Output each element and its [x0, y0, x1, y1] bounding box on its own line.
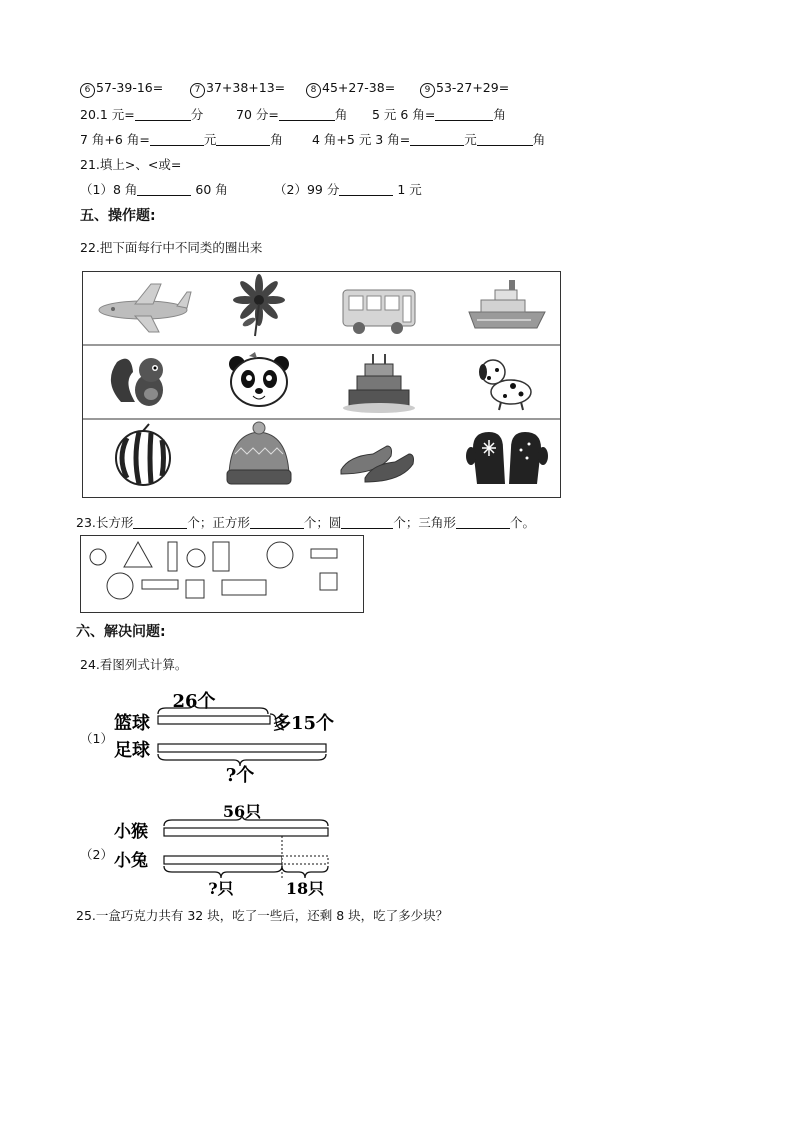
bus-icon[interactable]	[343, 290, 415, 334]
triangle-shape	[124, 542, 152, 567]
diagram1-label: （1）	[80, 731, 113, 746]
shoes-icon[interactable]	[341, 446, 414, 482]
answer-blank[interactable]	[435, 108, 493, 121]
d1-row1-label: 篮球	[114, 713, 150, 734]
q20-prompt: 20.1 元=	[80, 107, 135, 122]
answer-blank[interactable]	[456, 516, 510, 529]
answer-blank[interactable]	[279, 108, 335, 121]
diagram2-label: （2）	[80, 847, 113, 862]
picture-table	[82, 271, 561, 498]
q19-expr: 45+27-38=	[322, 80, 396, 95]
answer-blank[interactable]	[150, 133, 204, 146]
circle-shape	[107, 573, 133, 599]
shapes-box	[80, 535, 364, 613]
q21-suffix: 60 角	[195, 182, 228, 197]
flower-icon[interactable]	[233, 274, 285, 336]
panda-icon[interactable]	[229, 352, 289, 406]
q20-prompt: 7 角+6 角=	[80, 132, 150, 147]
q19-expr: 37+38+13=	[206, 80, 286, 95]
section-heading: 五、操作题:	[80, 208, 156, 224]
d2-row2-label: 小兔	[114, 851, 148, 871]
answer-blank[interactable]	[477, 133, 533, 146]
q21-suffix: 1 元	[397, 182, 422, 197]
picture-table-svg	[83, 272, 560, 497]
rabbit-missing-bar	[282, 856, 328, 864]
q24-title: 24.看图列式计算。	[80, 657, 188, 672]
shapes-svg	[81, 536, 363, 612]
d1-more-label: 多15个	[273, 713, 335, 734]
q19-item-7	[190, 80, 285, 98]
square-shape	[186, 580, 204, 598]
q20-line1b	[236, 105, 347, 123]
rectangle-shape	[311, 549, 337, 558]
circled-number: 6	[80, 83, 95, 98]
q21-prompt: （2）99 分	[274, 182, 340, 197]
q19-expr: 57-39-16=	[96, 80, 164, 95]
d1-row2-label: 足球	[114, 740, 150, 761]
d2-row1-label: 小猴	[114, 822, 148, 842]
q19-item-6	[80, 80, 163, 98]
squirrel-icon[interactable]	[111, 358, 163, 406]
unit: 角	[532, 132, 546, 147]
diagram1	[110, 686, 350, 788]
d1-top-label: 26个	[172, 691, 216, 712]
q20-prompt: 5 元 6 角=	[372, 107, 436, 122]
q21-a	[80, 180, 228, 198]
q20-prompt: 4 角+5 元 3 角=	[312, 132, 411, 147]
q23-line	[76, 513, 535, 531]
football-bar	[158, 744, 326, 752]
rectangle-shape	[213, 542, 229, 571]
basketball-bar	[158, 716, 270, 724]
q23-triangle-label: 个；三角形	[393, 515, 456, 530]
circle-shape	[90, 549, 106, 565]
unit: 元	[203, 132, 217, 147]
unit: 角	[493, 107, 506, 122]
q23-rect-label: 23.长方形	[76, 515, 134, 530]
q19-item-8	[306, 80, 395, 98]
q20-prompt: 70 分=	[236, 107, 279, 122]
unit: 分	[190, 107, 204, 122]
knit-hat-icon[interactable]	[227, 422, 291, 484]
q20-line1	[80, 105, 203, 123]
answer-blank[interactable]	[216, 133, 270, 146]
answer-blank[interactable]	[339, 183, 393, 196]
q21-b	[274, 180, 422, 198]
unit: 元	[464, 132, 477, 147]
circled-number: 8	[306, 83, 321, 98]
answer-blank[interactable]	[135, 108, 191, 121]
q21-title: 21.填上>、<或=	[80, 157, 182, 172]
rabbit-bar	[164, 856, 282, 864]
unit: 角	[334, 107, 348, 122]
circled-number: 7	[190, 83, 205, 98]
mittens-icon[interactable]	[466, 432, 548, 484]
answer-blank[interactable]	[341, 516, 393, 529]
answer-blank[interactable]	[410, 133, 464, 146]
cake-icon[interactable]	[343, 354, 415, 413]
unit: 角	[270, 132, 283, 147]
circle-shape	[267, 542, 293, 568]
q20-line1c	[372, 105, 506, 123]
watermelon-icon[interactable]	[116, 424, 170, 485]
q20-line2b	[312, 130, 545, 148]
square-shape	[320, 573, 337, 590]
answer-blank[interactable]	[250, 516, 304, 529]
d2-bottom-left-label: ?只	[208, 879, 234, 898]
d2-bottom-right-label: 18只	[285, 879, 325, 898]
rectangle-shape	[222, 580, 266, 595]
rectangle-shape	[142, 580, 178, 589]
section-heading: 六、解决问题:	[76, 624, 166, 640]
diagram2	[110, 800, 350, 898]
rectangle-shape	[168, 542, 177, 571]
answer-blank[interactable]	[137, 183, 191, 196]
q23-end: 个。	[509, 515, 535, 530]
q22-title: 22.把下面每行中不同类的圈出来	[80, 240, 263, 255]
answer-blank[interactable]	[133, 516, 187, 529]
q25-text: 25.一盒巧克力共有 32 块，吃了一些后，还剩 8 块，吃了多少块？	[76, 908, 449, 923]
q21-prompt: （1）8 角	[80, 182, 138, 197]
ship-icon[interactable]	[469, 280, 545, 328]
d1-bottom-label: ?个	[225, 765, 255, 786]
q19-expr: 53-27+29=	[436, 80, 510, 95]
airplane-icon[interactable]	[99, 284, 191, 332]
q23-circle-label: 个；圆	[303, 515, 342, 530]
monkey-bar	[164, 828, 328, 836]
q19-item-9	[420, 80, 509, 98]
q20-line2	[80, 130, 283, 148]
q23-square-label: 个；正方形	[187, 515, 250, 530]
circled-number: 9	[420, 83, 435, 98]
circle-shape	[187, 549, 205, 567]
d2-top-label: 56只	[222, 802, 262, 821]
dalmatian-icon[interactable]	[479, 360, 531, 410]
